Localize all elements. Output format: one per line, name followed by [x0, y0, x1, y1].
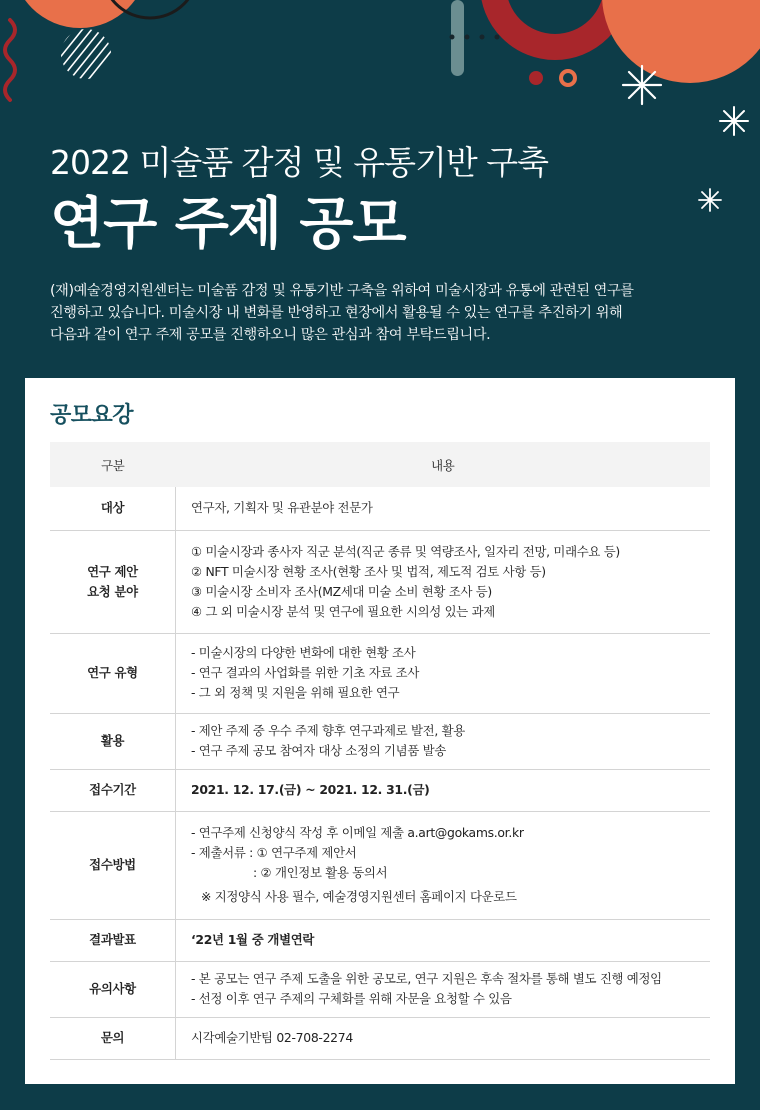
column-header-content: 내용 [176, 442, 711, 487]
decorative-header-graphic [0, 0, 760, 150]
page-subtitle: 2022 미술품 감정 및 유통기반 구축 [50, 143, 548, 182]
content-line: - 그 외 정책 및 지원을 위해 필요한 연구 [191, 685, 400, 700]
intro-line: 진행하고 있습니다. 미술시장 내 변화를 반영하고 현장에서 활용될 수 있는 연구를 추진하기 위해 [50, 305, 623, 321]
content-line: 2021. 12. 17.(금) ~ 2021. 12. 31.(금) [191, 782, 430, 797]
row-content-target [176, 487, 711, 530]
content-line: - 연구 결과의 사업화를 위한 기초 자료 조사 [191, 665, 420, 680]
squiggle-line [5, 20, 15, 100]
table-row [50, 919, 710, 961]
hero-title-block [50, 140, 730, 264]
section-heading: 공모요강 [50, 403, 134, 428]
content-line: ② NFT 미술시장 현황 조사(현황 조사 및 법적, 제도적 검토 사항 등) [191, 563, 546, 579]
table-row [50, 633, 710, 713]
small-red-dot [529, 71, 543, 85]
row-label-contact: 문의 [50, 1017, 176, 1059]
table-row [50, 713, 710, 769]
row-label-results: 결과발표 [50, 919, 176, 961]
content-line: ① 미술시장과 종사자 직군 분석(직군 종류 및 역량조사, 일자리 전망, 미래수요 등) [191, 543, 620, 559]
sparkle-medium-icon [720, 107, 748, 135]
orange-circle-right [602, 0, 760, 83]
content-line: - 본 공모는 연구 주제 도출을 위한 공모로, 연구 지원은 후속 절차를 통해 별도 진행 예정임 [191, 971, 662, 986]
row-content-submission-method [176, 811, 711, 919]
column-header-category: 구분 [50, 442, 176, 487]
intro-line: 다음과 같이 연구 주제 공모를 진행하오니 많은 관심과 참여 부탁드립니다. [50, 327, 491, 343]
red-ring [493, 0, 617, 47]
content-line: ④ 그 외 미술시장 분석 및 연구에 필요한 시의성 있는 과제 [191, 603, 495, 619]
sparkle-large-icon [623, 66, 661, 104]
table-row [50, 811, 710, 919]
row-label-target: 대상 [50, 487, 176, 530]
table-row [50, 1017, 710, 1059]
content-line: - 연구 주제 공모 참여자 대상 소정의 기념품 발송 [191, 743, 446, 758]
content-line: 시각예술기반팀 02-708-2274 [191, 1030, 353, 1045]
content-line: - 연구주제 신청양식 작성 후 이메일 제출 a.art@gokams.or.kr [191, 825, 524, 840]
content-line: - 선정 이후 연구 주제의 구체화를 위해 자문을 요청할 수 있음 [191, 991, 512, 1006]
content-line: - 제안 주제 중 우수 주제 향후 연구과제로 발전, 활용 [191, 723, 465, 738]
row-content-results [176, 919, 711, 961]
content-line: 연구자, 기획자 및 유관분야 전문가 [191, 500, 373, 516]
row-label-submission-method: 접수방법 [50, 811, 176, 919]
small-orange-ring [561, 71, 575, 85]
row-content-research-fields [176, 530, 711, 633]
row-label-notes: 유의사항 [50, 961, 176, 1017]
table-row [50, 961, 710, 1017]
content-line: ③ 미술시장 소비자 조사(MZ세대 미술 소비 현황 조사 등) [191, 583, 492, 599]
row-label-research-type: 연구 유형 [50, 633, 176, 713]
content-line: : ② 개인정보 활용 동의서 [253, 865, 388, 880]
row-label-research-fields: 연구 제안 요청 분야 [50, 530, 176, 633]
content-line: - 미술시장의 다양한 변화에 대한 현황 조사 [191, 645, 416, 660]
content-note: ※ 지정양식 사용 필수, 예술경영지원센터 홈페이지 다운로드 [201, 889, 517, 904]
row-label-period: 접수기간 [50, 769, 176, 811]
table-header-row [50, 442, 710, 487]
table-row [50, 530, 710, 633]
row-content-usage [176, 713, 711, 769]
guidelines-card [25, 378, 735, 1084]
table-row [50, 769, 710, 811]
row-content-research-type [176, 633, 711, 713]
table-row [50, 487, 710, 530]
content-line: ‘22년 1월 중 개별연락 [191, 932, 315, 947]
row-content-period [176, 769, 711, 811]
content-line: - 제출서류 : ① 연구주제 제안서 [191, 845, 357, 860]
row-content-notes [176, 961, 711, 1017]
row-content-contact [176, 1017, 711, 1059]
intro-paragraph [50, 280, 715, 346]
guidelines-table [50, 442, 710, 1060]
row-label-usage: 활용 [50, 713, 176, 769]
page-title: 연구 주제 공모 [50, 192, 406, 257]
intro-line: (재)예술경영지원센터는 미술품 감정 및 유통기반 구축을 위하여 미술시장과 유통에 관련된 연구를 [50, 283, 634, 299]
